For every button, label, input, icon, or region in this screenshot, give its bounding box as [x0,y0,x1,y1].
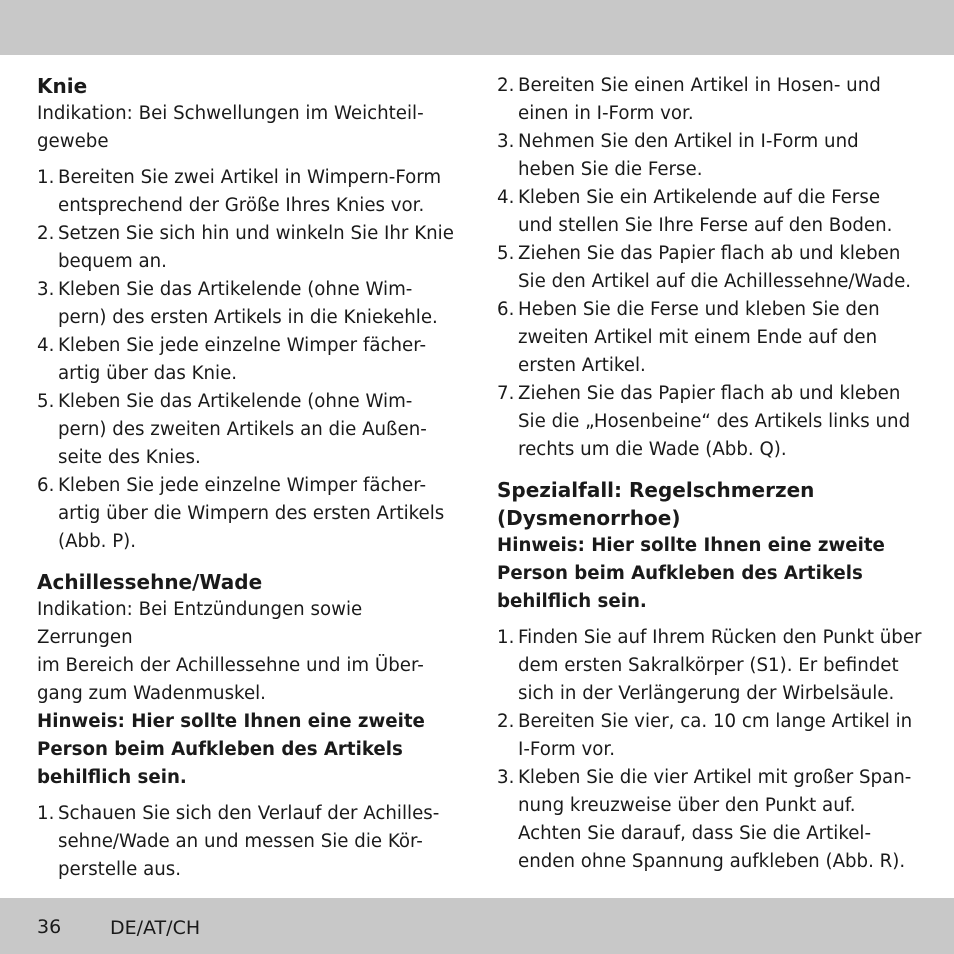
list-item: 5. Ziehen Sie das Papier flach ab und kleben Sie den Artikel auf die Achillessehne/Wade. [497,243,912,292]
list-item: 2. Bereiten Sie einen Artikel in Hosen- und einen in I-Form vor. [497,75,881,124]
steps-list-knie [37,164,462,556]
indication-knie: Indikation: Bei Schwellungen im Weichteil- gewebe [37,103,424,152]
list-item: 6. Kleben Sie jede einzelne Wimper fächer- artig über die Wimpern des ersten Artikels (Abb. P). [37,475,445,552]
region-label: DE/AT/CH [110,917,201,939]
list-item: 4. Kleben Sie jede einzelne Wimper fächer- artig über das Knie. [37,335,427,384]
indication-achilles: Indikation: Bei Entzündungen sowie Zerrungen im Bereich der Achillessehne und im Über- gang zum Wadenmuskel. [37,599,424,704]
header-bar [0,0,954,55]
steps-list-achilles-continued [497,72,922,464]
list-item: 7. Ziehen Sie das Papier flach ab und kleben Sie die „Hosenbeine“ des Artikels links und rechts um die Wade (Abb. Q). [497,383,911,460]
list-item: 6. Heben Sie die Ferse und kleben Sie den zweiten Artikel mit einem Ende auf den ersten Artikel. [497,299,880,376]
steps-list-spezialfall [497,624,922,876]
list-item: 3. Kleben Sie die vier Artikel mit großer Span- nung kreuzweise über den Punkt auf. Achten Sie darauf, dass Sie die Artikel- enden ohne Spannung aufkleben (Abb. R). [497,767,912,872]
list-item: 4. Kleben Sie ein Artikelende auf die Ferse und stellen Sie Ihre Ferse auf den Boden. [497,187,893,236]
list-item: 1. Bereiten Sie zwei Artikel in Wimpern-Form entsprechend der Größe Ihres Knies vor. [37,167,442,216]
list-item: 3. Nehmen Sie den Artikel in I-Form und heben Sie die Ferse. [497,131,859,180]
section-spezialfall [497,476,922,876]
list-item: 5. Kleben Sie das Artikelende (ohne Wim- pern) des zweiten Artikels an die Außen- seite des Knies. [37,391,427,468]
list-item: 2. Bereiten Sie vier, ca. 10 cm lange Artikel in I-Form vor. [497,711,913,760]
right-column [497,72,922,876]
note-spezialfall: Hinweis: Hier sollte Ihnen eine zweite Person beim Aufkleben des Artikels behilflich sein. [497,535,885,612]
section-heading-achilles: Achillessehne/Wade [37,570,263,594]
list-item: 3. Kleben Sie das Artikelende (ohne Wim- pern) des ersten Artikels in die Kniekehle. [37,279,438,328]
section-achilles [37,568,462,884]
section-heading-knie: Knie [37,74,88,98]
steps-list-achilles [37,800,462,884]
list-item: 1. Finden Sie auf Ihrem Rücken den Punkt über dem ersten Sakralkörper (S1). Er befindet sich in der Verlängerung der Wirbelsäule. [497,627,922,704]
page-number: 36 [37,916,62,938]
list-item: 2. Setzen Sie sich hin und winkeln Sie Ihr Knie bequem an. [37,223,454,272]
left-column [37,72,462,884]
section-heading-spezialfall: Spezialfall: Regelschmerzen (Dysmenorrhoe) [497,478,815,530]
section-knie [37,72,462,556]
list-item: 1. Schauen Sie sich den Verlauf der Achilles- sehne/Wade an und messen Sie die Kör- perstelle aus. [37,803,440,880]
note-achilles: Hinweis: Hier sollte Ihnen eine zweite Person beim Aufkleben des Artikels behilflich sein. [37,711,425,788]
